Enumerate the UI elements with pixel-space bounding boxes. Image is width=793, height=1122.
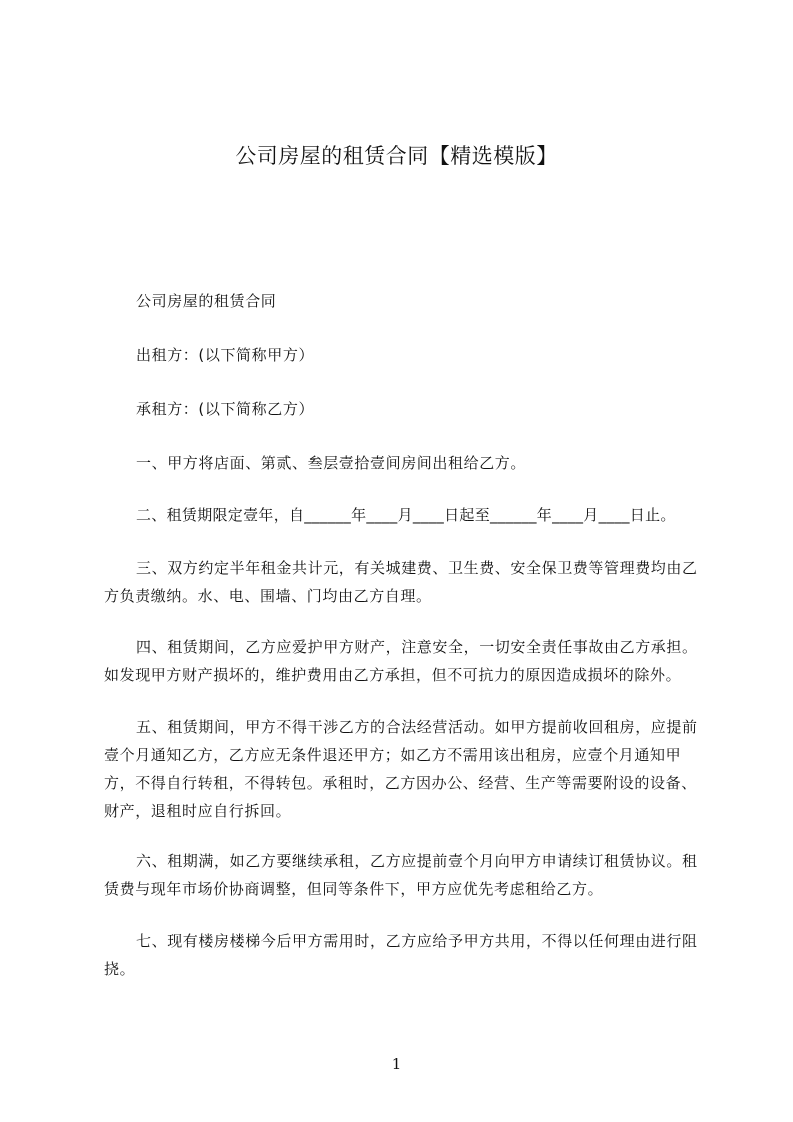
paragraph-clause-4: 四、租赁期间，乙方应爱护甲方财产，注意安全，一切安全责任事故由乙方承担。如发现甲方财产损坏的，维护费用由乙方承担，但不可抗力的原因造成损坏的除外。 (104, 638, 698, 684)
paragraph-clause-7: 七、现有楼房楼梯今后甲方需用时，乙方应给予甲方共用，不得以任何理由进行阻挠。 (104, 932, 698, 978)
document-title: 公司房屋的租赁合同【精选模版】 (235, 144, 558, 168)
paragraph-clause-2: 二、租赁期限定壹年，自______年____月____日起至______年____月____日止。 (136, 506, 676, 524)
paragraph-lessor: 出租方：(以下简称甲方） (136, 346, 315, 364)
page-number: 1 (391, 1055, 402, 1073)
paragraph-lessee: 承租方：(以下简称乙方） (136, 400, 315, 418)
paragraph-clause-1: 一、甲方将店面、第贰、叁层壹拾壹间房间出租给乙方。 (136, 454, 527, 472)
paragraph-clause-6: 六、租期满，如乙方要继续承租，乙方应提前壹个月向甲方申请续订租赁协议。租赁费与现年市场价协商调整，但同等条件下，甲方应优先考虑租给乙方。 (104, 852, 698, 898)
paragraph-heading: 公司房屋的租赁合同 (136, 292, 277, 310)
paragraph-clause-5: 五、租赁期间，甲方不得干涉乙方的合法经营活动。如甲方提前收回租房，应提前壹个月通知乙方，乙方应无条件退还甲方；如乙方不需用该出租房，应壹个月通知甲方，不得自行转租，不得转包。承租时，乙方因办公、经营、生产等需要附设的设备、财产，退租时应自行拆回。 (104, 718, 698, 820)
paragraph-clause-3: 三、双方约定半年租金共计元，有关城建费、卫生费、安全保卫费等管理费均由乙方负责缴纳。水、电、围墙、门均由乙方自理。 (104, 559, 698, 605)
